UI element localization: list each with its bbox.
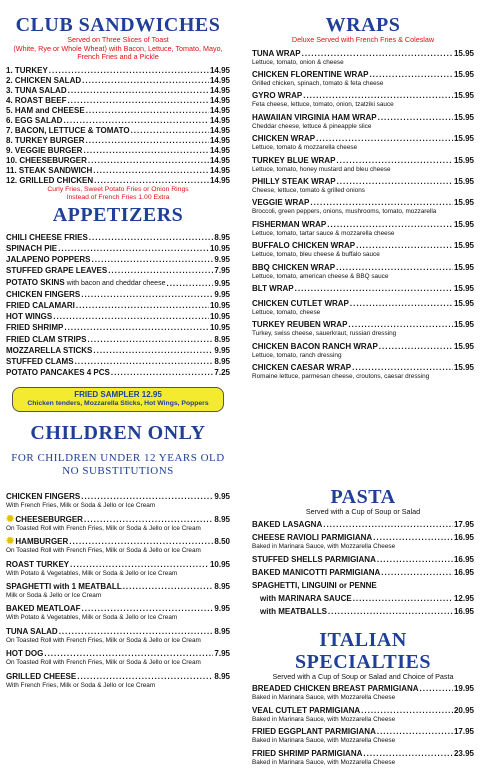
item-desc: Cheese, lettuce, tomato & grilled onions bbox=[252, 187, 365, 195]
item-desc: Lettuce, tomato, ranch dressing bbox=[252, 351, 342, 359]
left-column bbox=[6, 0, 230, 689]
menu-item: HOT WINGS ..... 10.95 bbox=[6, 311, 230, 322]
menu-item: FRIED SHRIMP PARMIGIANA ..... 23.95 bbox=[252, 749, 474, 759]
menu-item: 10. CHEESEBURGER ..... 14.95 bbox=[6, 156, 230, 166]
menu-item: 2. CHICKEN SALAD ..... 14.95 bbox=[6, 76, 230, 86]
menu-item: TURKEY REUBEN WRAP ..... 15.95 bbox=[252, 320, 474, 330]
menu-item: BLT WRAP ..... 15.95 bbox=[252, 284, 474, 294]
menu-item: PHILLY STEAK WRAP ..... 15.95 bbox=[252, 177, 474, 187]
item-desc: With Potato & Vegetables, Milk or Soda & Jello or Ice Cream bbox=[6, 569, 178, 577]
menu-item: MOZZARELLA STICKS ..... 9.95 bbox=[6, 345, 230, 356]
fried-sampler-box bbox=[12, 387, 224, 412]
menu-item: ✹CHEESEBURGER ..... 8.95 bbox=[6, 515, 230, 525]
menu-item: HOT DOG ..... 7.95 bbox=[6, 649, 230, 659]
menu-item: FRIED CLAM STRIPS ..... 8.95 bbox=[6, 334, 230, 345]
menu-item: SPAGHETTI with 1 MEATBALL ..... 8.95 bbox=[6, 582, 230, 592]
menu-item: BAKED MEATLOAF ..... 9.95 bbox=[6, 604, 230, 614]
item-desc: Baked in Marinara Sauce, with Mozzarella Cheese bbox=[252, 737, 396, 745]
menu-item: GRILLED CHEESE ..... 8.95 bbox=[6, 672, 230, 682]
children-subtitle-1: FOR CHILDREN UNDER 12 YEARS OLD bbox=[11, 452, 225, 465]
item-desc: Broccoli, green peppers, onions, mushrooms, tomato, mozzarella bbox=[252, 208, 437, 216]
menu-item: FRIED SHRIMP ..... 10.95 bbox=[6, 322, 230, 333]
menu-item: 1. TURKEY ..... 14.95 bbox=[6, 66, 230, 76]
sampler-desc: Chicken tenders, Mozzarella Sticks, Hot Wings, Poppers bbox=[27, 400, 209, 408]
menu-item: STUFFED GRAPE LEAVES ..... 7.95 bbox=[6, 265, 230, 276]
pasta-subtitle: Served with a Cup of Soup or Salad bbox=[305, 506, 421, 516]
item-desc: Lettuce, tomato, honey mustard and bleu cheese bbox=[252, 165, 391, 173]
star-icon: ✹ bbox=[6, 537, 15, 548]
menu-item: FISHERMAN WRAP ..... 15.95 bbox=[252, 220, 474, 230]
children-only-title: CHILDREN ONLY bbox=[30, 422, 206, 445]
menu-item: with MEATBALLS ..... 16.95 bbox=[252, 607, 474, 617]
club-sandwiches-title: CLUB SANDWICHES bbox=[15, 14, 221, 36]
menu-item: CHICKEN WRAP ..... 15.95 bbox=[252, 134, 474, 144]
spaghetti-label: SPAGHETTI, LINGUINI or PENNE bbox=[252, 580, 377, 590]
sampler-title: FRIED SAMPLER 12.95 bbox=[74, 390, 162, 400]
item-desc: Romaine lettuce, parmesan cheese, croutons, caesar dressing bbox=[252, 373, 430, 381]
item-desc: Lettuce, tomato, american cheese & BBQ sauce bbox=[252, 272, 389, 280]
item-desc: Lettuce, tomato, cheese bbox=[252, 309, 321, 317]
wraps-list bbox=[252, 49, 474, 381]
menu-item: GYRO WRAP ..... 15.95 bbox=[252, 91, 474, 101]
item-desc: Cheddar cheese, lettuce & pineapple slice bbox=[252, 122, 372, 130]
item-desc: Baked in Marinara Sauce, with Mozzarella Cheese bbox=[252, 694, 396, 702]
club-footnote-1: Curly Fries, Sweet Potato Fries or Onion Rings bbox=[47, 185, 189, 193]
appetizers-title: APPETIZERS bbox=[52, 203, 184, 226]
pasta-list bbox=[252, 520, 474, 616]
menu-item: FRIED CALAMARI ..... 10.95 bbox=[6, 300, 230, 311]
menu-item: ✹HAMBURGER ..... 8.50 bbox=[6, 537, 230, 547]
menu-item: CHILI CHEESE FRIES ..... 8.95 bbox=[6, 232, 230, 243]
menu-item: CHICKEN BACON RANCH WRAP ..... 15.95 bbox=[252, 342, 474, 352]
menu-item: TUNA SALAD ..... 8.95 bbox=[6, 627, 230, 637]
menu-item: 12. GRILLED CHICKEN ..... 14.95 bbox=[6, 176, 230, 186]
menu-item: CHICKEN CAESAR WRAP ..... 15.95 bbox=[252, 363, 474, 373]
item-desc: With French Fries, Milk or Soda & Jello or Ice Cream bbox=[6, 681, 156, 689]
italian-subtitle: Served with a Cup of Soup or Salad and Choice of Pasta bbox=[272, 671, 454, 681]
menu-item: JALAPENO POPPERS ..... 9.95 bbox=[6, 254, 230, 265]
item-desc: With French Fries, Milk or Soda & Jello or Ice Cream bbox=[6, 502, 156, 510]
menu-item: 5. HAM and CHEESE ..... 14.95 bbox=[6, 106, 230, 116]
item-desc: Grilled chicken, spinach, tomato & feta cheese bbox=[252, 80, 384, 87]
italian-list bbox=[252, 684, 474, 766]
item-desc: On Toasted Roll with French Fries, Milk or Soda & Jello or Ice Cream bbox=[6, 659, 201, 667]
club-list bbox=[6, 66, 230, 186]
item-desc: On Toasted Roll with French Fries, Milk or Soda & Jello or Ice Cream bbox=[6, 547, 201, 555]
menu-item: 3. TUNA SALAD ..... 14.95 bbox=[6, 86, 230, 96]
item-desc: Lettuce, tomato, tartar sauce & mozzarella cheese bbox=[252, 229, 395, 237]
pasta-title: PASTA bbox=[330, 485, 396, 508]
item-desc: On Toasted Roll with French Fries, Milk or Soda & Jello or Ice Cream bbox=[6, 636, 201, 644]
menu-item: 7. BACON, LETTUCE & TOMATO ..... 14.95 bbox=[6, 126, 230, 136]
children-list bbox=[6, 492, 230, 689]
menu-item: 6. EGG SALAD ..... 14.95 bbox=[6, 116, 230, 126]
item-desc: Milk or Soda & Jello or Ice Cream bbox=[6, 592, 102, 600]
item-desc: Baked in Marinara Sauce, with Mozzarella Cheese bbox=[252, 715, 396, 723]
menu-item: CHICKEN FINGERS ..... 9.95 bbox=[6, 289, 230, 300]
item-desc: With Potato & Vegetables, Milk or Soda & Jello or Ice Cream bbox=[6, 614, 178, 622]
item-desc: Lettuce, tomato, onion & cheese bbox=[252, 58, 344, 66]
star-icon: ✹ bbox=[6, 514, 15, 525]
club-subtitle: Served on Three Slices of Toast bbox=[67, 35, 169, 44]
menu-item: VEAL CUTLET PARMIGIANA ..... 20.95 bbox=[252, 706, 474, 716]
item-desc: Lettuce, tomato, bleu cheese & buffalo sauce bbox=[252, 251, 380, 259]
menu-item: TURKEY BLUE WRAP ..... 15.95 bbox=[252, 156, 474, 166]
club-footnote-2: Instead of French Fries 1.00 Extra bbox=[66, 193, 170, 201]
menu-item: with MARINARA SAUCE ..... 12.95 bbox=[252, 594, 474, 604]
menu-item: CHICKEN FINGERS ..... 9.95 bbox=[6, 492, 230, 502]
menu-item: POTATO PANCAKES 4 PCS ..... 7.25 bbox=[6, 367, 230, 378]
menu-item: BBQ CHICKEN WRAP ..... 15.95 bbox=[252, 263, 474, 273]
menu-item: 11. STEAK SANDWICH ..... 14.95 bbox=[6, 166, 230, 176]
item-desc: Feta cheese, lettuce, tomato, onion, tzatziki sauce bbox=[252, 101, 394, 109]
menu-item: BAKED MANICOTTI PARMIGIANA ..... 16.95 bbox=[252, 568, 474, 578]
menu-item: POTATO SKINS with bacon and cheddar cheese ..... 9.95 bbox=[6, 277, 230, 289]
menu-item: BREADED CHICKEN BREAST PARMIGIANA ..... 19.95 bbox=[252, 684, 474, 694]
right-column bbox=[252, 0, 474, 766]
menu-item: CHEESE RAVIOLI PARMIGIANA ..... 16.95 bbox=[252, 533, 474, 543]
menu-item: STUFFED CLAMS ..... 8.95 bbox=[6, 356, 230, 367]
menu-item: 8. TURKEY BURGER ..... 14.95 bbox=[6, 136, 230, 146]
item-desc: Lettuce, tomato & mozzarella cheese bbox=[252, 144, 358, 152]
menu-item: TUNA WRAP ..... 15.95 bbox=[252, 49, 474, 59]
menu-item: 4. ROAST BEEF ..... 14.95 bbox=[6, 96, 230, 106]
menu-item: CHICKEN FLORENTINE WRAP ..... 15.95 bbox=[252, 70, 474, 80]
club-note-2: French Fries and a Pickle bbox=[77, 52, 159, 62]
appetizers-list bbox=[6, 232, 230, 379]
menu-item: STUFFED SHELLS PARMIGIANA ..... 16.95 bbox=[252, 555, 474, 565]
item-desc: On Toasted Roll with French Fries, Milk or Soda & Jello or Ice Cream bbox=[6, 524, 201, 532]
wraps-title: WRAPS bbox=[325, 14, 401, 36]
menu-item: 9. VEGGIE BURGER ..... 14.95 bbox=[6, 146, 230, 156]
menu-item: FRIED EGGPLANT PARMIGIANA ..... 17.95 bbox=[252, 727, 474, 737]
item-desc: Baked in Marinara Sauce, with Mozzarella Cheese bbox=[252, 543, 396, 551]
club-note-1: (White, Rye or Whole Wheat) with Bacon, Lettuce, Tomato, Mayo, bbox=[13, 43, 223, 53]
menu-item: BAKED LASAGNA ..... 17.95 bbox=[252, 520, 474, 530]
menu-item: VEGGIE WRAP ..... 15.95 bbox=[252, 198, 474, 208]
children-subtitle-2: NO SUBSTITUTIONS bbox=[62, 465, 174, 478]
item-desc: Turkey, swiss cheese, sauerkraut, russian dressing bbox=[252, 330, 397, 338]
menu-item: SPINACH PIE ..... 10.95 bbox=[6, 243, 230, 254]
item-desc: Baked in Marinara Sauce, with Mozzarella Cheese bbox=[252, 758, 396, 766]
menu-item: BUFFALO CHICKEN WRAP ..... 15.95 bbox=[252, 241, 474, 251]
menu-item: CHICKEN CUTLET WRAP ..... 15.95 bbox=[252, 299, 474, 309]
menu-item: HAWAIIAN VIRGINIA HAM WRAP ..... 15.95 bbox=[252, 113, 474, 123]
italian-specialties-title: ITALIAN SPECIALTIES bbox=[295, 628, 431, 673]
menu-item: ROAST TURKEY ..... 10.95 bbox=[6, 560, 230, 570]
wraps-subtitle: Deluxe Served with French Fries & Coleslaw bbox=[291, 35, 435, 44]
